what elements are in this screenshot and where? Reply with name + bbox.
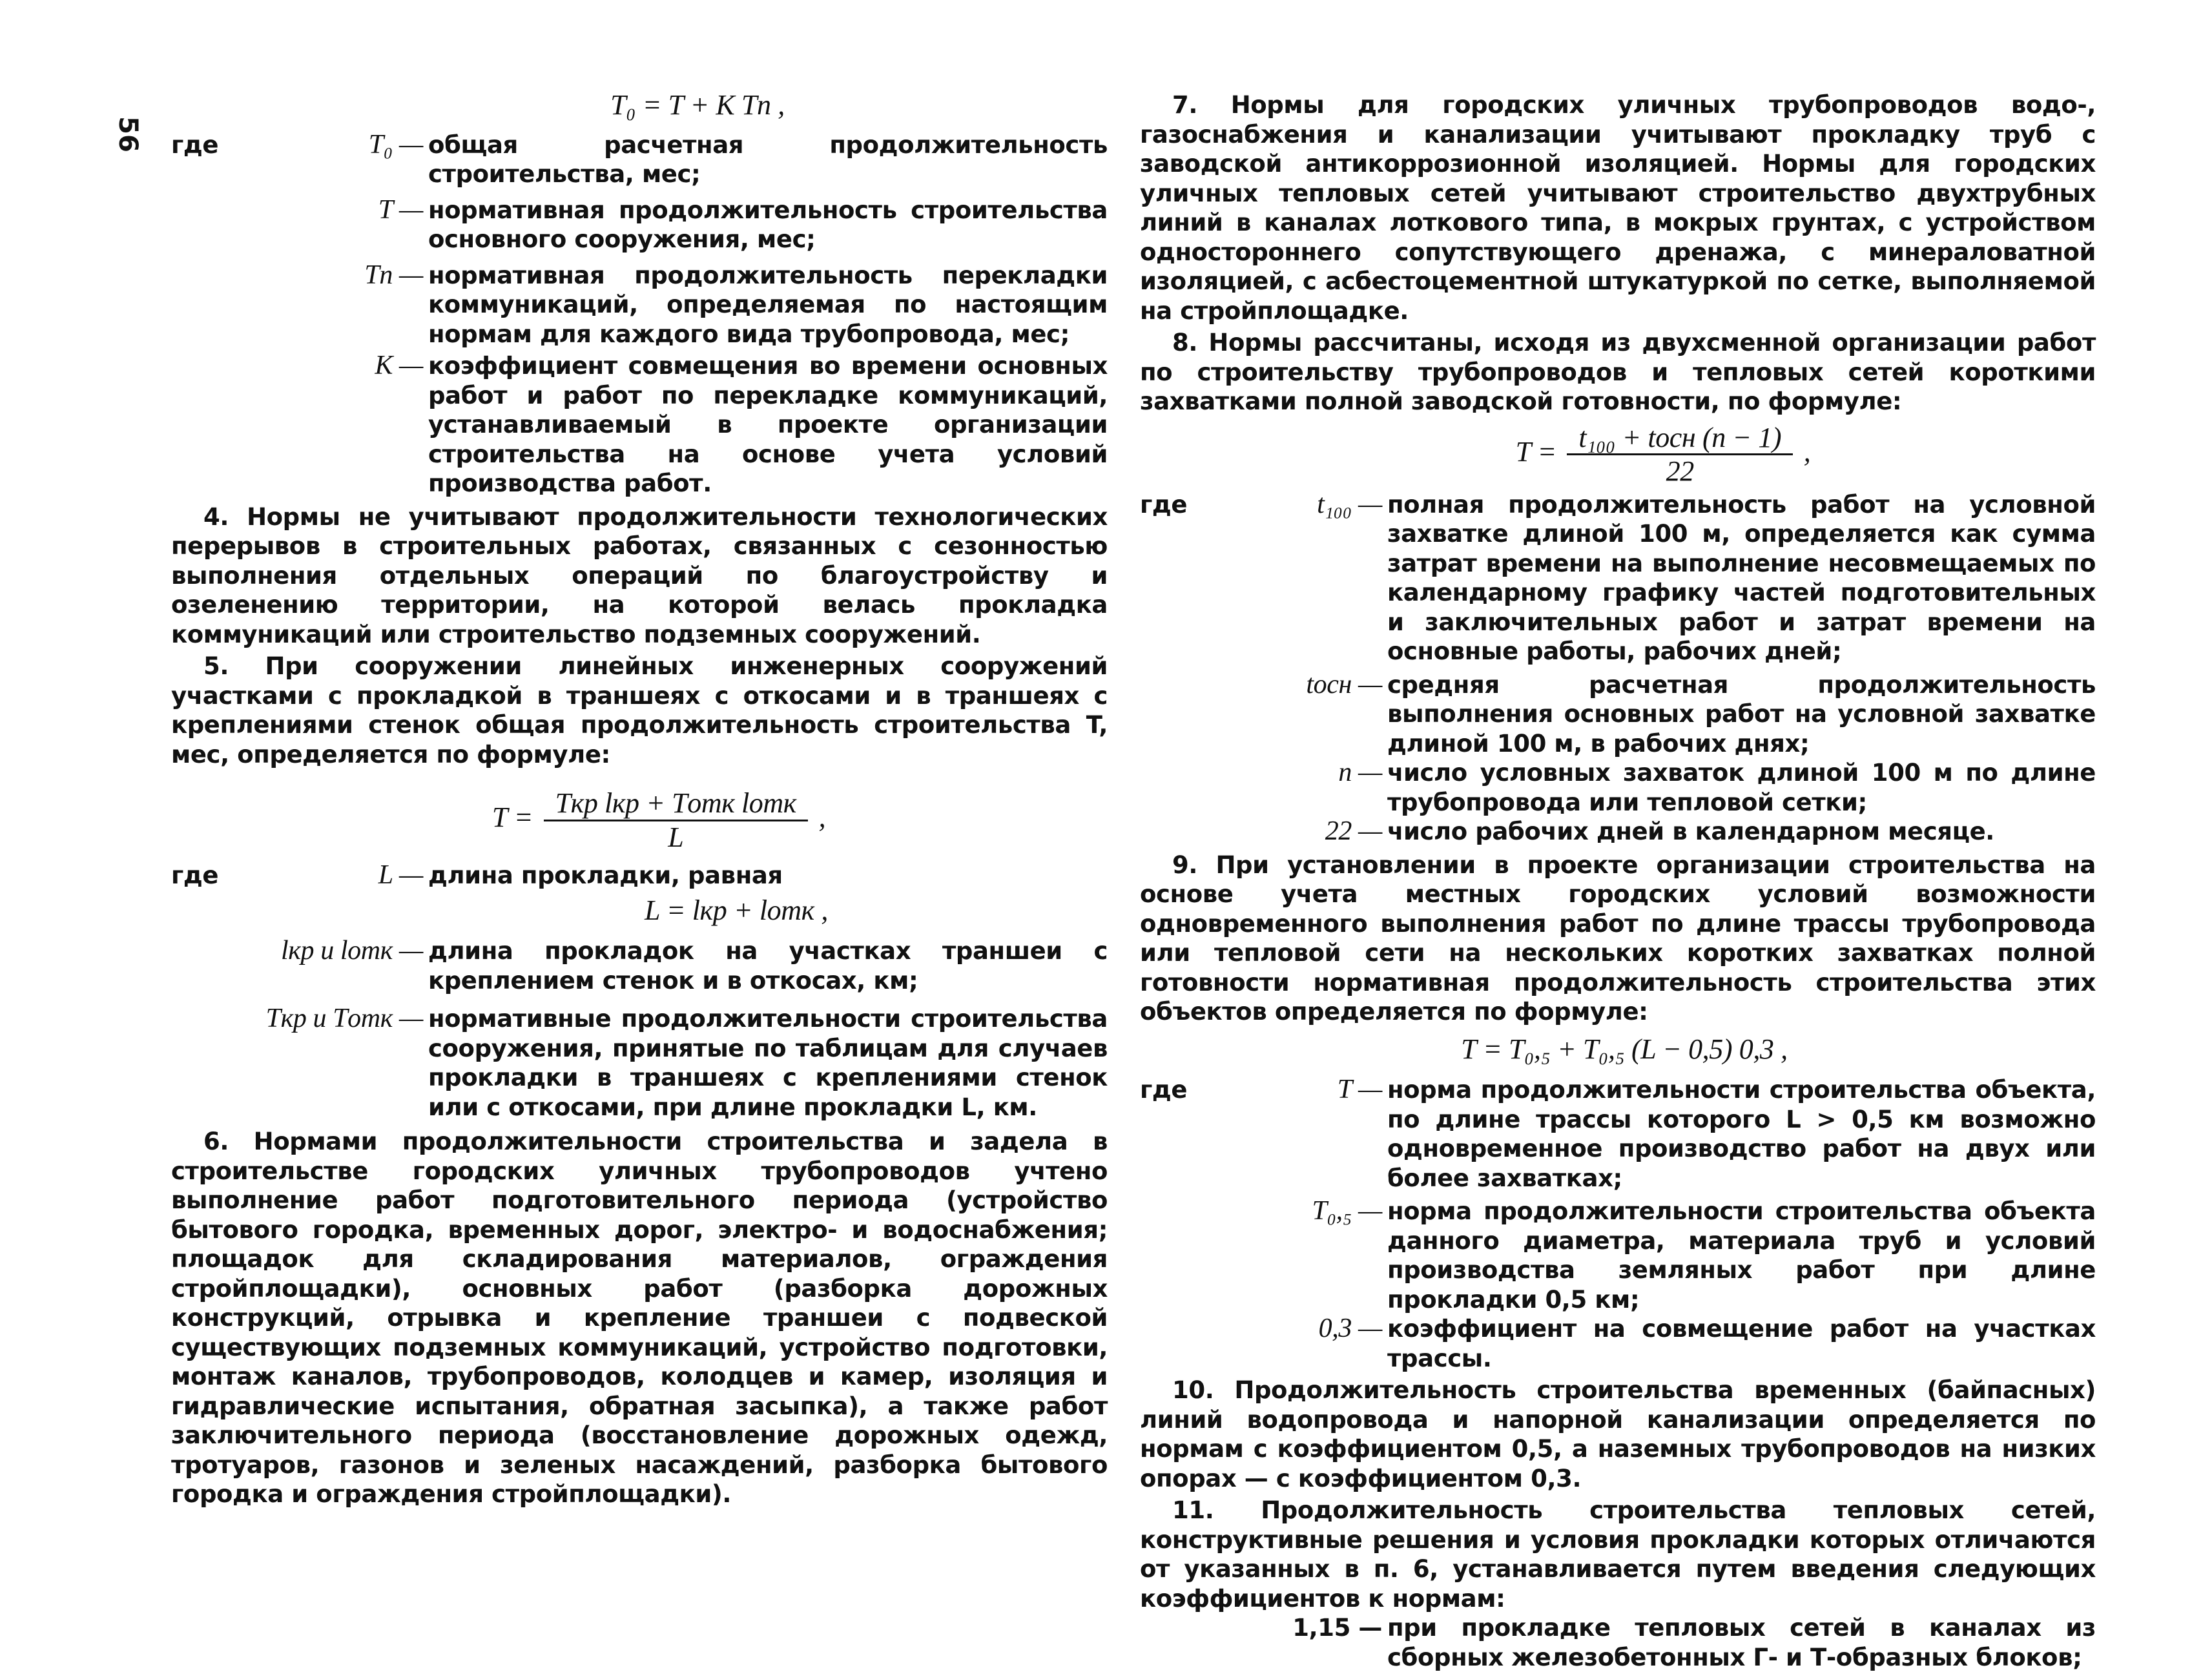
formula-denominator: 22 bbox=[1666, 455, 1694, 487]
definition-text: средняя расчетная продолжительность выполнения основных работ на условной захватке длиной 100 м, в рабочих днях; bbox=[1387, 670, 2096, 758]
paragraph-8: 8. Нормы рассчитаны, исходя из двухсменной организации работ по строительству трубопроводов и тепловых сетей короткими захватками полной заводской готовности, по формуле: bbox=[1140, 329, 2096, 415]
formula-l: L = lкр + lотк , bbox=[644, 894, 829, 926]
definition-item bbox=[171, 130, 1108, 189]
definitions-t-norm bbox=[1140, 490, 2096, 847]
right-column bbox=[1140, 90, 2096, 1672]
definition-text: длина прокладок на участках траншеи с креплением стенок и в откосах, км; bbox=[428, 937, 1108, 995]
paragraph-11: 11. Продолжительность строительства тепловых сетей, конструктивные решения и условия прокладки которых отличаются от указанных в п. 6, устанавливается путем введения следующих коэффициентов к нормам: bbox=[1140, 1496, 2096, 1613]
definition-symbol: lкр и lотк — bbox=[280, 936, 423, 965]
definition-text: полная продолжительность работ на условной захватке длиной 100 м, определяется как сумма затрат времени на выполнение несовмещаемых по календарному графику частей подготовительных и заключительных работ и затрат времени на основные работы, рабочих дней; bbox=[1387, 490, 2096, 665]
definition-text: общая расчетная продолжительность строительства, мес; bbox=[428, 130, 1108, 188]
paragraph-6: 6. Нормами продолжительности строительства и задела в строительстве городских уличных трубопроводов учтено выполнение работ подготовительного периода (устройство бытового городка, временных дорог, электро- и водоснабжения; площадок для складирования материалов, ограждения стройплощадки), основных работ (разборка дорожных конструкций, отрывка и крепление траншеи с подвеской существующих подземных коммуникаций, устройство подготовки, монтаж каналов, трубопроводов, колодцев и камер, изоляция и гидравлические испытания, обратная засыпка), а также работ заключительного периода (восстановление дорожных одежд, тротуаров, газонов и зеленых насаждений, разборка бытового городка и ограждения стройплощадки). bbox=[171, 1128, 1108, 1508]
formula-t-total bbox=[210, 789, 1108, 852]
definition-item bbox=[1140, 817, 2096, 847]
definition-text: норма продолжительности строительства объекта, по длине трассы которого L > 0,5 км возможно одновременное производство работ на двух или более захватках; bbox=[1387, 1076, 2096, 1192]
definition-symbol: L — bbox=[378, 860, 423, 890]
where-label: где bbox=[1140, 1076, 1188, 1104]
definition-text: число условных захваток длиной 100 м по длине трубопровода или тепловой сетки; bbox=[1387, 759, 2096, 816]
definitions-l bbox=[171, 936, 1108, 1122]
formula-t0: T₀ = T + K Tп , bbox=[610, 89, 785, 121]
where-label: где bbox=[171, 862, 219, 889]
definition-text: число рабочих дней в календарном месяце. bbox=[1387, 818, 1994, 845]
paragraph-10: 10. Продолжительность строительства временных (байпасных) линий водопровода и напорной канализации определяется по нормам с коэффициентом 0,5, а наземных трубопроводов на низких опорах — с коэффициентом 0,3. bbox=[1140, 1376, 2096, 1492]
formula-numerator: Tкр lкр + Tотк lотк bbox=[544, 789, 808, 821]
formula-lhs: T = bbox=[1515, 435, 1556, 468]
left-column bbox=[171, 90, 1108, 1509]
definition-symbol: T₀ — bbox=[368, 129, 423, 160]
formula-lhs: T = bbox=[491, 801, 533, 834]
formula-tail: , bbox=[1803, 435, 1811, 468]
formula-t-parallel: T = T₀,₅ + T₀,₅ (L − 0,5) 0,3 , bbox=[1461, 1033, 1788, 1065]
formula-denominator: L bbox=[668, 821, 684, 853]
definition-text: при прокладке тепловых сетей в каналах из сборных железобетонных Г- и Т-образных блоков; bbox=[1387, 1614, 2096, 1671]
definition-text: нормативная продолжительность строительства основного сооружения, мес; bbox=[428, 196, 1108, 253]
definition-item bbox=[1140, 1613, 2096, 1672]
definition-item bbox=[171, 351, 1108, 499]
definition-item bbox=[171, 196, 1108, 254]
definition-item bbox=[1140, 758, 2096, 817]
definition-item bbox=[171, 936, 1108, 995]
definition-text: длина прокладки, равная bbox=[428, 862, 783, 889]
definition-text: нормативная продолжительность перекладки коммуникаций, определяемая по настоящим нормам для каждого вида трубопровода, мес; bbox=[428, 261, 1108, 348]
formula-fraction bbox=[1567, 423, 1793, 486]
definition-symbol: n — bbox=[1338, 758, 1382, 787]
definition-item bbox=[1140, 670, 2096, 759]
formula-tail: , bbox=[818, 801, 826, 834]
definitions-coefficients bbox=[1140, 1613, 2096, 1672]
definitions-t0 bbox=[171, 130, 1108, 499]
definition-item bbox=[1140, 1075, 2096, 1193]
definition-item bbox=[1140, 490, 2096, 666]
definition-symbol: t₁₀₀ — bbox=[1317, 489, 1382, 519]
page-number: 56 bbox=[112, 116, 143, 152]
definition-item bbox=[171, 261, 1108, 349]
definition-symbol: K — bbox=[375, 351, 423, 380]
paragraph-9: 9. При установлении в проекте организации строительства на основе учета местных городских условий возможности одновременного выполнения работ по длине трассы трубопровода или тепловой сети на нескольких коротких захватках полной готовности нормативная продолжительность строительства этих объектов определяется по формуле: bbox=[1140, 851, 2096, 1026]
formula-t-norm bbox=[1230, 423, 2096, 486]
definition-symbol: tосн — bbox=[1306, 669, 1382, 699]
definition-symbol: T — bbox=[1337, 1075, 1382, 1104]
definition-text: коэффициент совмещения во времени основных работ и работ по перекладке коммуникаций, устанавливаемый в проекте организации строительства на основе учета условий производства работ. bbox=[428, 352, 1108, 497]
definition-symbol: Tп — bbox=[364, 260, 423, 290]
definition-text: коэффициент на совмещение работ на участках трассы. bbox=[1387, 1315, 2096, 1372]
definition-symbol: T — bbox=[378, 194, 423, 225]
definition-symbol: 22 — bbox=[1325, 816, 1382, 846]
paragraph-4: 4. Нормы не учитывают продолжительности технологических перерывов в строительных работах, связанных с сезонностью выполнения отдельных операций по благоустройству и озеленению территории, на которой велась прокладка коммуникаций или строительство подземных сооружений. bbox=[171, 502, 1108, 648]
where-label: где bbox=[1140, 490, 1188, 519]
definition-symbol: T₀,₅ — bbox=[1312, 1196, 1382, 1226]
where-label: где bbox=[171, 130, 219, 159]
definition-symbol: 1,15 — bbox=[1292, 1614, 1382, 1642]
definition-item bbox=[1140, 1314, 2096, 1373]
formula-numerator: t₁₀₀ + tосн (n − 1) bbox=[1567, 423, 1793, 456]
definition-symbol: 0,3 — bbox=[1318, 1314, 1382, 1343]
definitions-t-parallel bbox=[1140, 1075, 2096, 1373]
formula-fraction bbox=[544, 789, 808, 852]
definition-text: норма продолжительности строительства объекта данного диаметра, материала труб и условий производства земляных работ при длине прокладки 0,5 км; bbox=[1387, 1197, 2096, 1314]
definition-item bbox=[1140, 1197, 2096, 1314]
definition-item bbox=[171, 861, 1108, 891]
definition-text: нормативные продолжительности строительства сооружения, принятые по таблицам для случаев прокладки в траншеях с креплениями стенок или с откосами, при длине прокладки L, км. bbox=[428, 1005, 1108, 1121]
definition-symbol: Tкр и Tотк — bbox=[265, 1004, 423, 1033]
definition-item bbox=[171, 1004, 1108, 1122]
paragraph-7: 7. Нормы для городских уличных трубопроводов водо-, газоснабжения и канализации учитывают прокладку труб с заводской антикоррозионной изоляцией. Нормы для городских уличных тепловых сетей учитывают строительство двухтрубных линий в каналах лоткового типа, в мокрых грунтах, с устройством одностороннего сопутствующего дренажа, с минераловатной изоляцией, с асбестоцементной штукатуркой по сетке, выполняемой на стройплощадке. bbox=[1140, 91, 2096, 325]
paragraph-5: 5. При сооружении линейных инженерных сооружений участками с прокладкой в траншеях с откосами и в траншеях с креплениями стенок общая продолжительность строительства T, мес, определяется по формуле: bbox=[171, 652, 1108, 769]
